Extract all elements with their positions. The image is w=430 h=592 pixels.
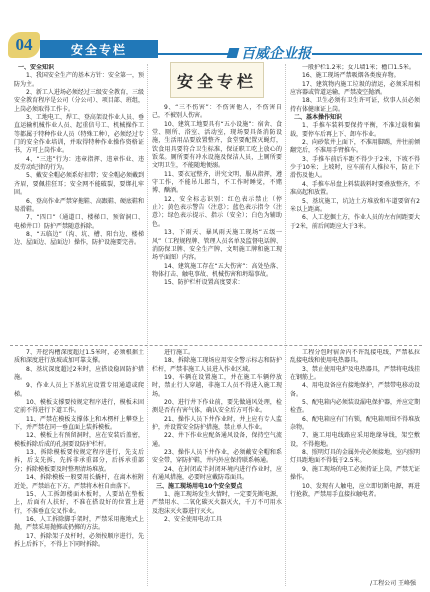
paragraph: 2、安全使用电动工具 — [164, 515, 222, 523]
section-title-bar: 安全专栏 — [40, 40, 158, 58]
paragraph: 5、配电箱内必须装设漏电保护器，并应定期检查。 — [290, 399, 420, 415]
paragraph: 12、模板上有预留洞时，应在安装后盖密，模板拆除后成的孔洞要设防护栏杆。 — [14, 432, 144, 448]
paragraph: 15、防护栏杆设置高度要求： — [164, 279, 244, 287]
paragraph: 4、用电设备应有接地保护，严禁带电移动设备。 — [290, 382, 420, 398]
paragraph: 7、开挖沟槽深度超过1.5米时，必须根据土质和深度进行放坡或加可靠支撑。 — [14, 349, 144, 365]
section-heading: 三、施工现场用电10个安全要点 — [156, 482, 243, 490]
paragraph: 17、拆除架子及杆时，必须按顺序进行，先拆上后拆下，不得上下同时拆除。 — [14, 532, 144, 548]
paragraph: 进行施工。 — [164, 349, 195, 356]
paragraph: 9、施工现场的电工必须持证上岗，严禁无证操作。 — [290, 465, 420, 482]
paragraph: 20、进行井下作业前，要先做通风处理，检测是否有有害气体，确认安全后方可作业。 — [152, 399, 282, 415]
paper-name: 百威企业报 — [241, 46, 311, 62]
article-title-box — [170, 62, 264, 98]
paragraph: 1、手推车装料要保持平衡，不准过载和偏载，要停车后再上下、卸车作业。 — [290, 122, 420, 138]
paragraph: 18、拆除施工现场应用安全警示标志和防护栏杆，严禁非施工人员进入作业区域。 — [152, 357, 282, 373]
column-divider — [147, 64, 148, 586]
paragraph: 工程分包时宿舍内不许乱接电线，严禁私拉乱接电线和使用电热器具。 — [290, 349, 420, 365]
section-heading: 二、基本操作知识 — [294, 114, 343, 122]
paragraph: 21、操作人员下井作业时，井上应有专人监护，并设置安全防护措施，禁止单人作业。 — [152, 415, 282, 432]
section-heading: 一、安全知识 — [18, 64, 55, 71]
author-line: /工程公司 王峰强 — [370, 580, 416, 587]
paragraph: 16、人工拆除脚手架时，严禁采用拖地式上抛，严禁采用抛掷或扔掷的方法。 — [14, 515, 144, 532]
paper-logo — [228, 43, 311, 63]
logo-mark-icon — [227, 48, 240, 58]
header-rule — [158, 53, 228, 55]
paragraph: 8、“五临边”（沟、坑、槽、阳台边、楼梯边、屋面边、屋面边）操作，防护设施要完善。 — [14, 230, 144, 247]
paragraph: 10、模板支撑要按规定程序进行，模板未固定前不得进行下道工作。 — [14, 399, 144, 415]
paragraph: 15、人工拆卸楼面木板时，人要站在垫板上，后面有人扶好，不准在搭设好的位置上进行，不准垂直交叉作业。 — [14, 490, 144, 515]
paragraph: 3、工地电工、焊工、登高架设作业人员、垂直运输机械作业人员、起重信号工、机械操作工等都属于特种作业人员（特殊工种），必须经过专门的安全作业培训，并取得特种作业操作资格证书，方可上岗作业。 — [14, 114, 144, 155]
article-column-4 — [14, 349, 144, 585]
paragraph: 8、基坑深度超过2米时，应搭设稳固防护措施。 — [14, 365, 144, 382]
paragraph: 13、下雨天、暴风雨天施工现场“五级一风”（工程规程牌、管理人员名单及监督电话牌、消防保卫牌、安全生产牌、文明施工牌和施工现场平面图）内容。 — [152, 229, 282, 262]
header-rule-right — [312, 53, 422, 55]
paragraph: 5、基坑施工，坑边土方堆放和车道要留有2米以上距离。 — [290, 197, 420, 213]
paragraph: 23、操作人员下井作业，必须戴安全帽和系安全带，穿防护鞋，井内外应保持联系畅通。 — [152, 449, 282, 465]
paragraph: 一般护栏1.2米；女儿墙1米；檐口1.5米。 — [302, 64, 415, 71]
section-divider — [10, 345, 422, 346]
paragraph: 14、拆除模板一般要用长撬杆，在离木桩附近处，严禁站在下方，严禁将木桩自由落下。 — [14, 474, 144, 490]
paragraph: 7、“四口”（通道口、楼梯口、预留洞口、电梯井口）防护严禁随意拆除。 — [14, 214, 144, 230]
paragraph: 1、施工现场发生火情时，一定要先断电源，严禁用水、二氧化碳灭火器灭火，千万不可用水及泡沫灭火器进行灭火。 — [152, 490, 282, 515]
paragraph: 6、配电箱应有门有锁，配电箱周围不得堆放杂物。 — [290, 415, 420, 432]
paragraph: 2、新工人进场必须经过三级安全教育，三级安全教育程序是公司（分公司）、项目部、班组，上岗必须取得工作卡。 — [14, 89, 144, 113]
paragraph: 10、发现有人触电，应立即切断电源，再进行抢救，严禁用手直接拉触电者。 — [290, 482, 420, 498]
paragraph: 1、我国安全生产的基本方针：安全第一，预防为主。 — [14, 72, 144, 88]
author-wrap — [290, 578, 420, 588]
paragraph: 24、在封闭或半封闭环境内进行作业时，应有通风措施，必要时应戴防毒面具。 — [152, 465, 282, 482]
paragraph: 14、建筑施工存在“五大伤害”：高处坠落、物体打击、触电事故、机械伤害和坍塌事故。 — [152, 262, 282, 278]
paragraph: 8、照明灯具的金属外壳必须接地，室内照明灯具距地面不得低于2.5米。 — [290, 449, 420, 465]
paragraph: 11、严禁在模板支撑体上和木楞杆上攀登上下，并严禁在同一垂直面上装拆模板。 — [14, 415, 144, 432]
paragraph: 5、戴安全帽必须系好扣带；安全帽必须戴到齐眉，要佩挂狂耳；安全网不能破裂，要绑扎牢固。 — [14, 172, 144, 197]
article-column-6 — [290, 349, 420, 585]
article-column-5 — [152, 349, 282, 585]
paragraph: 22、井下作业应配备通风设备，保持空气流通。 — [152, 432, 282, 448]
page-header — [0, 0, 430, 60]
paragraph: 18、卫生必须有卫生许可证，炊事人员必须持有体健康证上岗。 — [290, 97, 420, 113]
column-divider — [285, 64, 286, 586]
paragraph: 12、安全标志识别：红色表示禁止（停止）；黄色表示警告（注意）；蓝色表示指令（注意）；绿色表示提示、指示（安全）；白色为辅助色。 — [152, 195, 282, 228]
paragraph: 11、要衣冠整齐，讲究文明，服从指挥，遵守工作，不能吊儿郎当，不工作时睡觉，不赌博、酗酒。 — [152, 170, 282, 195]
paragraph: 10、建筑工地要具有“五小设施”：宿舍、食堂、厕所、浴室、活动室，现场要具备消防设施，生活用品要放置整齐，食堂要配置灭蝇灯，饮食用具要符合卫生标准，保证职工吃上放心的饭菜。厕所要有冲水设施及保洁人员，上厕所要文明卫生，不能随地便溺。 — [152, 120, 282, 170]
paragraph: 17、建筑物内施工垃圾的清运，必须采用相应容器或管道运输，严禁凌空抛洒。 — [290, 80, 420, 97]
paragraph: 9、“三不伤害”：不伤害他人，不伤害自己，不被别人伤害。 — [152, 104, 282, 120]
article-column-1 — [14, 64, 144, 344]
paragraph: 3、手推车前后车距不得少于2米，下坡不得少于10米；上坡时，应车前有人推拉车，防止下滑伤及他人。 — [290, 155, 420, 180]
article-title: 安全专栏 — [176, 71, 257, 91]
article-column-3 — [290, 64, 420, 344]
paragraph: 6、登高作业严禁穿拖鞋、高跟鞋、硬底鞋和易滑鞋。 — [14, 197, 144, 213]
issue-badge: 04 — [8, 32, 40, 58]
paragraph: 3、禁止使用电炉及电热器具，严禁将电线挂在钢筋上。 — [290, 365, 420, 382]
paragraph: 2、向砂浆井上面下，不准用脚踢，井往前倾翻完后，不准用手臂推车。 — [290, 139, 420, 155]
paragraph: 4、手推车吊盘上料装载料时要叠放整齐，不准高起和放置。 — [290, 180, 420, 197]
paragraph: 19、车辆在设置施工，并在施工车辆停放时，禁止行人穿越，非施工人员不得进入施工现场。 — [152, 374, 282, 398]
article-column-2 — [152, 104, 282, 344]
paragraph: 16、施工现场严禁吸烟各类废弃物。 — [302, 72, 400, 80]
paragraph: 4、“三违”行为：违章指挥、违章作业、违反劳动纪律的行为。 — [14, 155, 144, 172]
paragraph: 6、人工挖掘土方，作业人员的左右间距要大于2米，前后间距应大于3米。 — [290, 214, 420, 230]
paragraph: 13、拆除模板要按规定程序进行，先支后拆，后支先拆，先拆非承重部分，后拆承重部分；拆除模板要及时整理清场堆放。 — [14, 449, 144, 473]
paragraph: 7、施工用电线路应采用绝缘导线，架空敷设，不得拖地。 — [290, 432, 420, 448]
paragraph: 9、作业人员上下基坑应设置专用通道或爬梯。 — [14, 382, 144, 398]
